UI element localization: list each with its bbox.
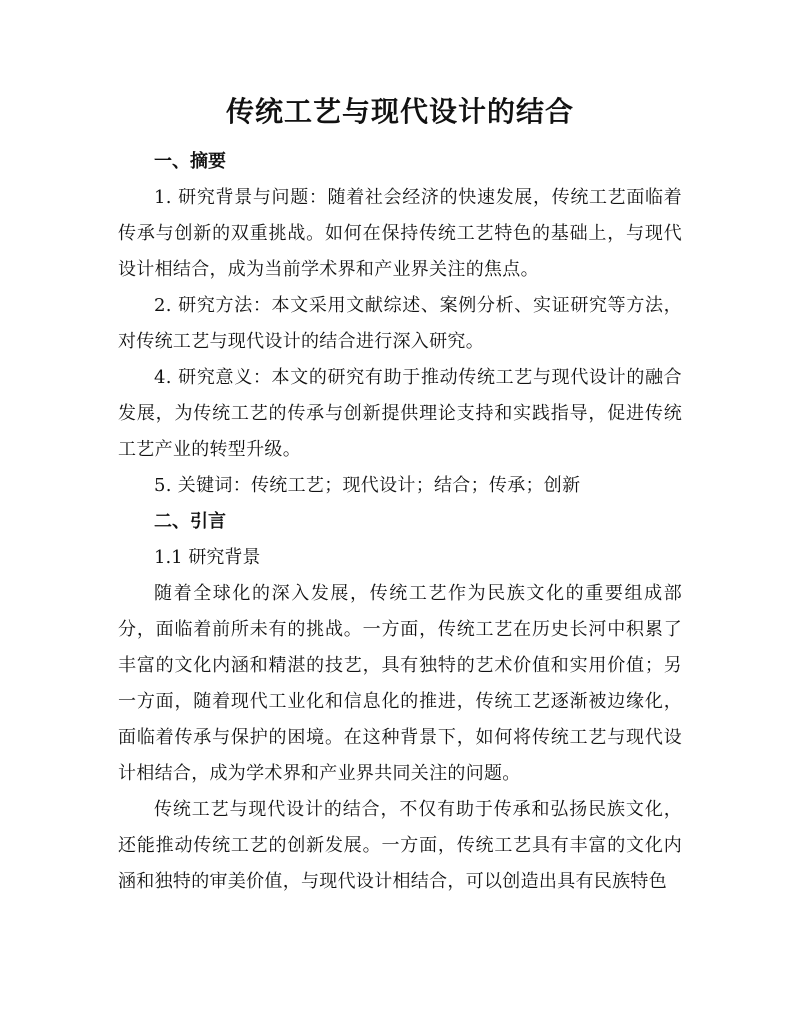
section-abstract (118, 144, 682, 504)
section-heading-abstract: 一、摘要 (154, 151, 226, 172)
subsection-heading-background: 1.1 研究背景 (154, 547, 261, 568)
abstract-paragraph-background: 1. 研究背景与问题：随着社会经济的快速发展，传统工艺面临着传承与创新的双重挑战。如何在保持传统工艺特色的基础上，与现代设计相结合，成为当前学术界和产业界关注的焦点。 (118, 187, 682, 280)
abstract-paragraph-keywords: 5. 关键词：传统工艺；现代设计；结合；传承；创新 (154, 475, 581, 496)
introduction-paragraph-2: 传统工艺与现代设计的结合，不仅有助于传承和弘扬民族文化，还能推动传统工艺的创新发展。一方面，传统工艺具有丰富的文化内涵和独特的审美价值，与现代设计相结合，可以创造出具有民族特色 (118, 799, 682, 892)
introduction-paragraph-1: 随着全球化的深入发展，传统工艺作为民族文化的重要组成部分，面临着前所未有的挑战。一方面，传统工艺在历史长河中积累了丰富的文化内涵和精湛的技艺，具有独特的艺术价值和实用价值；另一方面，随着现代工业化和信息化的推进，传统工艺逐渐被边缘化，面临着传承与保护的困境。在这种背景下，如何将传统工艺与现代设计相结合，成为学术界和产业界共同关注的问题。 (118, 583, 682, 784)
abstract-paragraph-methods: 2. 研究方法：本文采用文献综述、案例分析、实证研究等方法，对传统工艺与现代设计的结合进行深入研究。 (118, 295, 682, 352)
abstract-paragraph-significance: 4. 研究意义：本文的研究有助于推动传统工艺与现代设计的融合发展，为传统工艺的传承与创新提供理论支持和实践指导，促进传统工艺产业的转型升级。 (118, 367, 682, 460)
document-title: 传统工艺与现代设计的结合 (225, 95, 574, 128)
section-introduction (118, 504, 682, 900)
section-heading-introduction: 二、引言 (154, 511, 226, 532)
